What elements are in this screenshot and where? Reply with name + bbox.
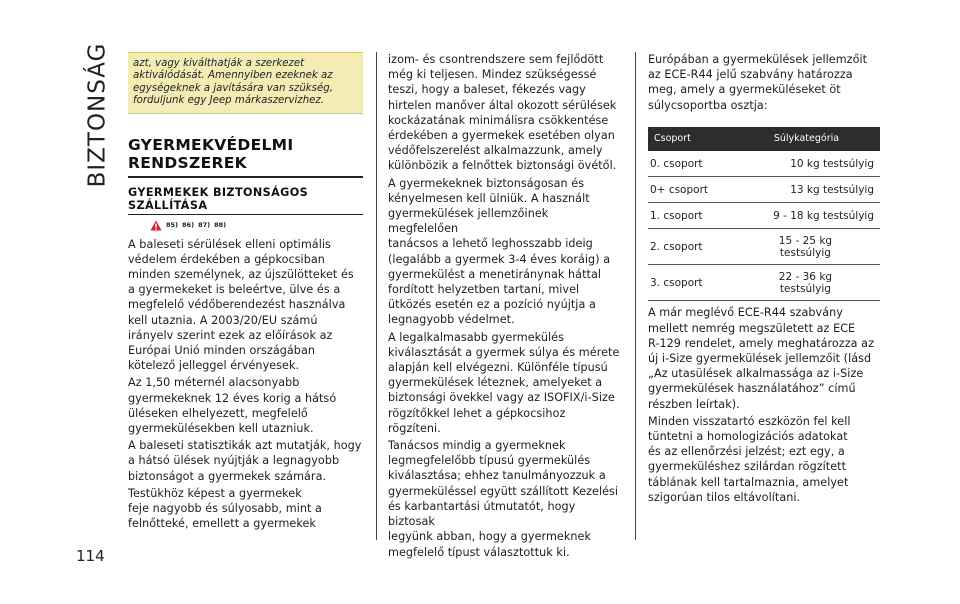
warning-ref[interactable]: 87) [198, 221, 211, 230]
column-3 [648, 52, 880, 507]
text-line: üléseken elhelyezett, megfelelő [128, 406, 308, 420]
text-line: A baleseti statisztikák azt mutatják, hogy [128, 439, 362, 453]
text-line: a gyermekeket is beleértve, ülve és a [128, 283, 341, 297]
text-line: gyermeküléshez szilárdan rögzített [648, 460, 847, 474]
body-paragraph [648, 414, 880, 505]
text-line: biztonságot a gyermekek számára. [128, 469, 327, 483]
text-line: R-129 rendelet, amely meghatározza az [648, 336, 874, 350]
text-line: még ki teljesen. Mindez szükségessé [388, 68, 597, 82]
weight-cell [733, 265, 880, 301]
warning-ref[interactable]: 88) [214, 221, 227, 230]
text-line: gyermekeknek 12 éves korig a hátsó [128, 391, 337, 405]
section-heading-line: RENDSZEREK [128, 153, 247, 172]
text-line: kiválasztását a gyermek súlya és mérete [388, 345, 620, 359]
text-line: biztonsági övekkel vagy az ISOFIX/i-Size [388, 391, 615, 405]
note-line: azt, vagy kiválthatják a szerkezet [133, 58, 305, 69]
text-line: megfelelő védőberendezést használva [128, 298, 346, 312]
text-line: minden személynek, az újszülötteket és [128, 268, 354, 282]
text-line: legyünk abban, hogy a gyermeknek [388, 530, 591, 544]
column-2 [388, 52, 621, 562]
section-heading-line: GYERMEKVÉDELMI [128, 135, 294, 154]
warning-note-box [128, 52, 363, 114]
text-line: súlycsoportba osztja: [648, 98, 768, 112]
warning-triangle-icon [150, 220, 162, 231]
warning-ref[interactable]: 86) [182, 221, 195, 230]
text-line: A gyermekeknek biztonságosan és [388, 176, 585, 190]
text-line: és az ellenőrzési jelzést; ezt egy, a [648, 445, 845, 459]
text-line: Tanácsos mindig a gyermeknek [388, 439, 566, 453]
text-line: megfelelő típust választottuk ki. [388, 545, 570, 559]
text-line: hirtelen manőver által okozott sérülések [388, 98, 617, 112]
text-line: a hátsó ülések nyújtják a legnagyobb [128, 454, 340, 468]
text-line: A baleseti sérülések elleni optimális [128, 237, 331, 251]
weight-cell: 13 kg testsúlyig [733, 177, 880, 203]
table-row [648, 229, 880, 265]
body-paragraph [128, 237, 363, 374]
group-cell: 0. csoport [648, 151, 733, 177]
text-line: gyermekülések léteznek, amelyeket a [388, 376, 603, 390]
body-paragraph [388, 176, 621, 328]
page-number: 114 [76, 547, 105, 565]
subsection-heading [128, 186, 363, 212]
text-line: gyermeküléssel együtt szállított Kezelési [388, 484, 619, 498]
text-line: (legalább a gyermek 3-4 éves koráig) a [388, 252, 611, 266]
body-paragraph [128, 375, 363, 436]
text-line: részben leírtak). [648, 397, 740, 411]
text-line: meg, amely a gyermeküléseket öt [648, 83, 841, 97]
text-line: kényelmesen kell ülniük. A használt [388, 191, 590, 205]
text-line: érdekében a gyermekek esetében olyan [388, 129, 615, 143]
body-paragraph [128, 486, 363, 532]
body-paragraph [388, 52, 621, 174]
text-line: szigorúan tilos eltávolítani. [648, 490, 801, 504]
text-line: Európában a gyermekülések jellemzőit [648, 53, 868, 66]
text-line: az ECE-R44 jelű szabvány határozza [648, 68, 853, 82]
text-line: felnőtteké, emellett a gyermekek [128, 517, 316, 531]
text-line: és karbantartási útmutatót, hogy biztosak [388, 499, 576, 529]
text-line: rögzítőkkel lehet a gépkocsihoz rögzíteni. [388, 406, 566, 435]
text-line: Testükhöz képest a gyermekek [128, 486, 302, 500]
column-header-weight: Súlykategória [733, 127, 880, 151]
body-paragraph [648, 305, 880, 411]
column-header-group: Csoport [648, 127, 733, 151]
subsection-heading-line: GYERMEKEK BIZTONSÁGOS [128, 185, 309, 199]
group-cell: 2. csoport [648, 229, 733, 265]
text-line: Az 1,50 méternél alacsonyabb [128, 376, 300, 390]
column-1 [128, 52, 363, 533]
text-line: tanácsos a lehető leghosszabb ideig [388, 237, 593, 251]
text-line: kockázatának minimálisra csökkentése [388, 113, 609, 127]
text-line: izom- és csontrendszere sem fejlődött [388, 53, 604, 66]
weight-cell: 10 kg testsúlyig [733, 151, 880, 177]
text-line: „Az utasülések alkalmassága az i-Size [648, 367, 864, 381]
text-line: ütközés esetén ez a pozíció nyújtja a [388, 298, 596, 312]
section-heading [128, 136, 363, 172]
text-line: tüntetni a homologizációs adatokat [648, 429, 848, 443]
text-line: Minden visszatartó eszközön fel kell [648, 414, 851, 428]
heading-rule [128, 176, 363, 178]
text-line: Európai Unió minden országában [128, 344, 315, 358]
table-row [648, 265, 880, 301]
text-line: fordított helyzetben tartani, mivel [388, 283, 580, 297]
weight-line: testsúlyig [779, 246, 831, 259]
text-line: gyermekülést a menetiránynak háttal [388, 267, 602, 281]
text-line: új i-Size gyermekülések jellemzőit (lásd [648, 351, 872, 365]
weight-line: 22 - 36 kg [778, 270, 833, 283]
text-line: alapján kell elvégezni. Különféle típusú [388, 361, 608, 375]
note-line: aktiválódását. Amennyiben ezeknek az [133, 70, 333, 82]
note-line: egységeknek a javítására van szükség, [133, 82, 333, 94]
weight-line: testsúlyig [779, 282, 831, 295]
warning-ref[interactable]: 85) [166, 221, 179, 230]
subsection-heading-line: SZÁLLÍTÁSA [128, 198, 208, 212]
text-line: táblának kell tartalmaznia, amelyet [648, 475, 849, 489]
text-line: teszi, hogy a baleset, fékezés vagy [388, 83, 586, 97]
group-cell: 3. csoport [648, 265, 733, 301]
text-line: kell utaznia. A 2003/20/EU számú [128, 313, 318, 327]
text-line: gyermekülésekben kell utazniuk. [128, 422, 314, 436]
body-paragraph [388, 438, 621, 560]
weight-cell [733, 229, 880, 265]
group-cell: 0+ csoport [648, 177, 733, 203]
text-line: kiválasztása; ehhez tanulmányozzuk a [388, 469, 606, 483]
text-line: legnagyobb védelmet. [388, 313, 515, 327]
table-row [648, 151, 880, 177]
subheading-rule [128, 214, 363, 215]
weight-group-table [648, 127, 880, 302]
warning-references [150, 220, 363, 231]
group-cell: 1. csoport [648, 203, 733, 229]
column-divider-1 [376, 52, 377, 540]
note-line: forduljunk egy Jeep márkaszervizhez. [133, 95, 325, 107]
body-paragraph [388, 330, 621, 436]
weight-cell: 9 - 18 kg testsúlyig [733, 203, 880, 229]
weight-line: 15 - 25 kg [778, 234, 833, 247]
text-line: kötelező jelleggel érvényesek. [128, 359, 300, 373]
table-row [648, 177, 880, 203]
text-line: gyermekülések használatához” című [648, 382, 856, 396]
text-line: gyermekülések jellemzőinek megfelelően [388, 207, 549, 236]
table-row [648, 203, 880, 229]
section-side-title-text: BIZTONSÁG [84, 42, 111, 188]
text-line: feje nagyobb és súlyosabb, mint a [128, 502, 322, 516]
body-paragraph [128, 438, 363, 484]
text-line: A már meglévő ECE-R44 szabvány [648, 306, 843, 320]
text-line: különbözik a felnőttek biztonsági övétől. [388, 159, 617, 173]
text-line: védőfelszerelést alkalmazzunk, amely [388, 144, 603, 158]
intro-paragraph [648, 52, 880, 113]
text-line: irányelv szerint ezek az előírások az [128, 328, 333, 342]
section-side-title [82, 40, 112, 190]
text-line: legmegfelelőbb típusú gyermekülés [388, 454, 591, 468]
text-line: védelem érdekében a gépkocsiban [128, 252, 325, 266]
text-line: A legalkalmasabb gyermekülés [388, 330, 564, 344]
table-header-row [648, 127, 880, 151]
text-line: mellett nemrég megszületett az ECE [648, 321, 856, 335]
column-divider-2 [635, 52, 636, 540]
